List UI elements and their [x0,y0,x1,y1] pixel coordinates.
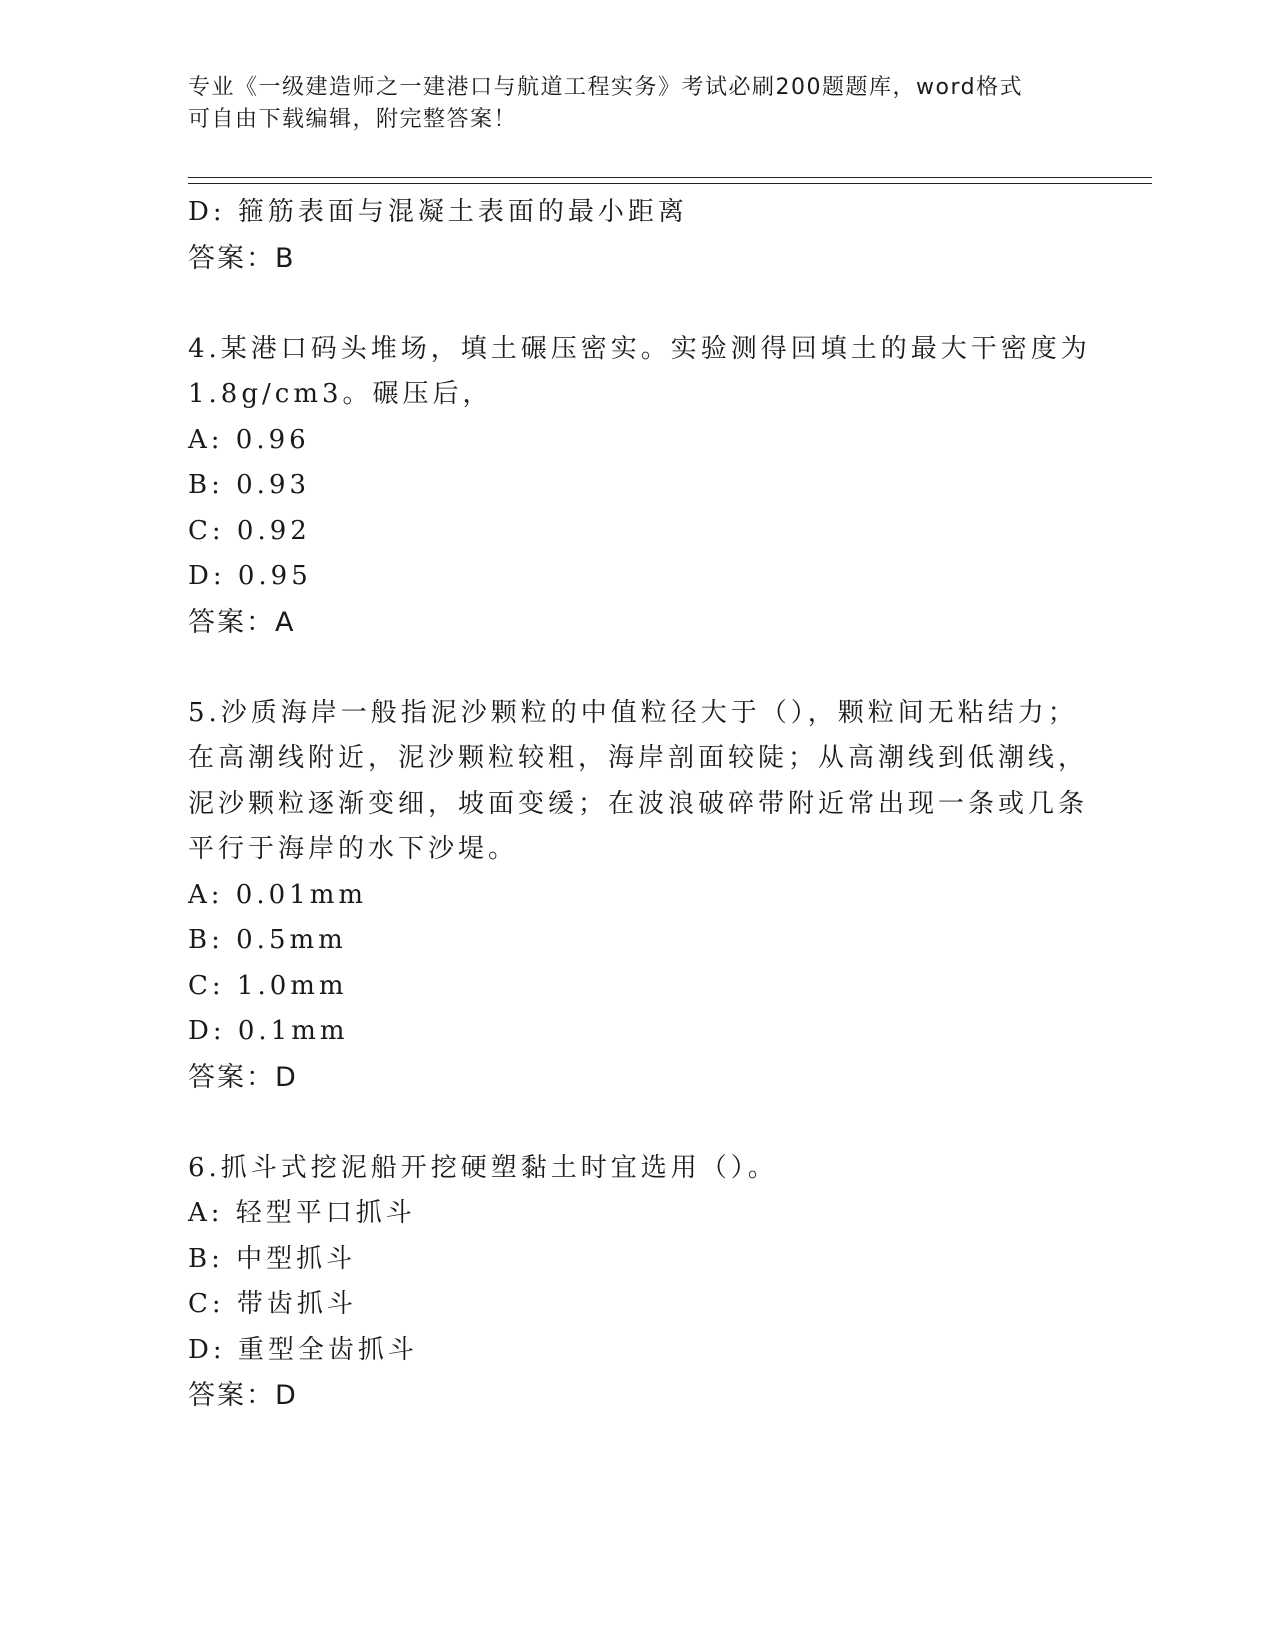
option-d: D: 0.95 [188,561,312,591]
question-stem: 1.8g/cm3。碾压后， [188,379,493,409]
header-divider-top [188,177,1152,178]
answer-line: 答案：A [188,606,296,638]
header-title-line-2: 可自由下载编辑，附完整答案！ [188,107,518,132]
header-title-line-1: 专业《一级建造师之一建港口与航道工程实务》考试必刷200题题库，word格式 [188,75,1024,100]
spacer [188,1100,1108,1146]
question-stem: 在高潮线附近，泥沙颗粒较粗，海岸剖面较陡；从高潮线到低潮线， [188,743,1089,773]
question-stem: 平行于海岸的水下沙堤。 [188,834,519,864]
question-4 [188,327,1108,646]
header-divider-bottom [188,183,1152,184]
option-b: B: 0.5mm [188,925,347,955]
answer-line: 答案：B [188,242,296,274]
spacer [188,281,1108,327]
option-d: D: 0.1mm [188,1016,349,1046]
question-3-tail [188,190,1108,281]
question-stem: 5.沙质海岸一般指泥沙颗粒的中值粒径大于（），颗粒间无粘结力； [188,697,1078,728]
question-stem: 6.抓斗式挖泥船开挖硬塑黏土时宜选用（）。 [188,1152,778,1183]
document-header [188,72,1088,136]
question-stem: 4.某港口码头堆场，填土碾压密实。实验测得回填土的最大干密度为 [188,333,1091,364]
option-d: D: 箍筋表面与混凝土表面的最小距离 [188,197,688,227]
option-a: A: 0.96 [188,424,310,455]
option-c: C: 带齿抓斗 [188,1289,357,1319]
option-c: C: 1.0mm [188,970,348,1001]
option-c: C: 0.92 [188,515,311,546]
question-list [188,190,1108,1419]
question-5 [188,691,1108,1101]
option-d: D: 重型全齿抓斗 [188,1334,418,1365]
option-a: A: 0.01mm [188,879,367,910]
option-a: A: 轻型平口抓斗 [188,1198,416,1228]
question-6 [188,1146,1108,1419]
answer-line: 答案：D [188,1061,298,1093]
option-b: B: 0.93 [188,470,311,500]
option-b: B: 中型抓斗 [188,1243,357,1274]
answer-line: 答案：D [188,1380,298,1411]
question-stem: 泥沙颗粒逐渐变细，坡面变缓；在波浪破碎带附近常出现一条或几条 [188,788,1089,819]
spacer [188,645,1108,691]
